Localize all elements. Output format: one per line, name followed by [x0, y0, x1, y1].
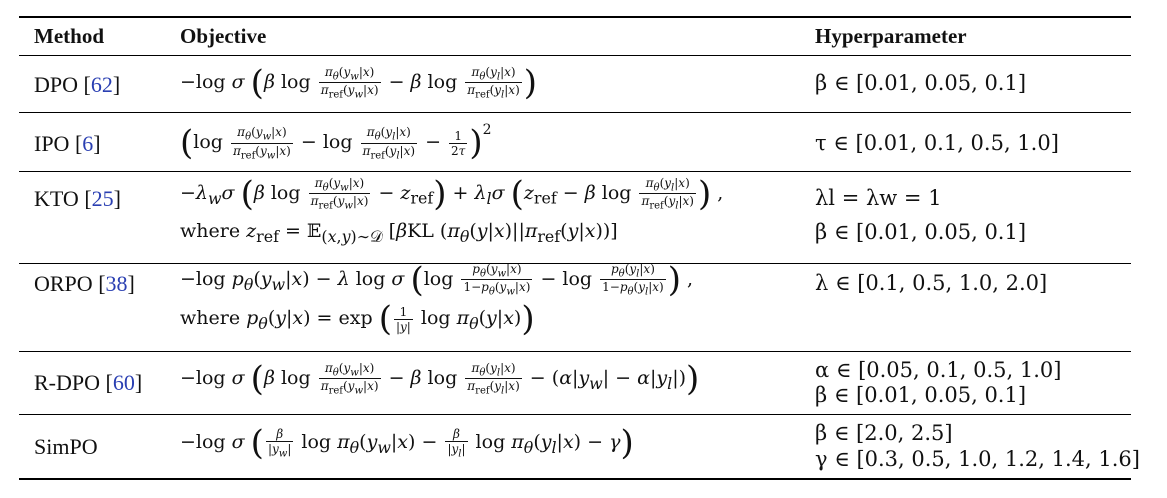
objective-formula: −log σ (β log $\frac{\pi_\theta(y_w|x)}{\pi_{ref}(y_w|x)}$ − β log $\frac{\pi_\theta(y_l|x)}{\pi_{ref}(y_l|x)}$ − $(\alpha|y_w| - \alpha|y_l|)$) [180, 358, 700, 399]
hyperparameter-value: γ ∈ [0.3, 0.5, 1.0, 1.2, 1.4, 1.6] [815, 447, 1140, 471]
citation-link[interactable]: 38 [105, 271, 128, 296]
header-method: Method [34, 24, 104, 48]
header-hyperparameter: Hyperparameter [815, 24, 967, 48]
objective-formula: −log σ ( $\frac{\beta}{|y_w|}$ $\log \pi_\theta(y_w|x)$ − $\frac{\beta}{|y_l|}$ $\log \pi_\theta(y_l|x) - \gamma$) [180, 423, 634, 463]
method-label: ORPO [34, 271, 93, 296]
method-label: SimPO [34, 434, 98, 459]
hyperparameter-value: λl = λw = 1 [815, 186, 942, 210]
method-label: IPO [34, 131, 70, 156]
hyperparameter-value: β ∈ [0.01, 0.05, 0.1] [815, 71, 1027, 95]
objective-formula: −log $p_\theta(y_w|x) - \lambda$ log σ (log $\frac{p_\theta(y_w|x)}{1-p_\theta(y_w|x)}$ − log $\frac{p_\theta(y_l|x)}{1-p_\theta(y_l|x)}$ ) , [180, 259, 694, 300]
method-label: R-DPO [34, 370, 101, 395]
method-name: R-DPO [60] [34, 370, 143, 395]
citation-link[interactable]: 25 [91, 186, 114, 211]
citation-link[interactable]: 6 [82, 131, 94, 156]
hyperparameter-value: α ∈ [0.05, 0.1, 0.5, 1.0] [815, 358, 1062, 382]
hyperparameter-value: λ ∈ [0.1, 0.5, 1.0, 2.0] [815, 271, 1048, 295]
header-objective: Objective [180, 24, 267, 48]
row-divider [19, 171, 1131, 172]
objective-formula: −log σ (β log $\frac{\pi_\theta(y_w|x)}{\pi_{ref}(y_w|x)}$ − β log $\frac{\pi_\theta(y_l|x)}{\pi_{ref}(y_l|x)}$ ) [180, 62, 538, 103]
method-name: IPO [6] [34, 131, 101, 156]
objective-where-clause: where $z_{ref}$ = 𝔼$_{(x,y)\sim 𝒟}$ [βKL $(\pi_\theta(y|x)||\pi_{ref}(y|x))$] [180, 220, 618, 246]
row-divider [19, 414, 1131, 415]
objective-where-clause: where $p_\theta(y|x) = \exp$ ( $\frac{1}{|y|}$ $\log \pi_\theta(y|x)$) [180, 299, 535, 339]
method-name: ORPO [38] [34, 271, 135, 296]
hyperparameter-value: τ ∈ [0.01, 0.1, 0.5, 1.0] [815, 131, 1059, 155]
citation-link[interactable]: 60 [112, 370, 135, 395]
objective-formula: $-\lambda_w\sigma$ (β log $\frac{\pi_\theta(y_w|x)}{\pi_{ref}(y_w|x)}$ − $z_{ref}) + \lambda_l\sigma$ ($z_{ref} - \beta$ log $\frac{\pi_\theta(y_l|x)}{\pi_{ref}(y_l|x)}$ ) , [180, 173, 724, 214]
hyperparameter-value: β ∈ [0.01, 0.05, 0.1] [815, 383, 1027, 407]
hyperparameter-value: β ∈ [0.01, 0.05, 0.1] [815, 220, 1027, 244]
method-name: DPO [62] [34, 72, 121, 97]
method-label: DPO [34, 72, 79, 97]
bottom-rule [19, 478, 1131, 480]
header-rule [19, 55, 1131, 56]
method-label: KTO [34, 186, 79, 211]
hyperparameter-value: β ∈ [2.0, 2.5] [815, 421, 953, 445]
row-divider [19, 351, 1131, 352]
method-name: KTO [25] [34, 186, 121, 211]
citation-link[interactable]: 62 [90, 72, 113, 97]
top-rule [19, 16, 1131, 18]
method-name [34, 434, 98, 460]
row-divider [19, 112, 1131, 113]
objective-formula: (log $\frac{\pi_\theta(y_w|x)}{\pi_{ref}(y_w|x)}$ − log $\frac{\pi_\theta(y_l|x)}{\pi_{ref}(y_l|x)}$ − $\frac{1}{2\tau}$ )$^2$ [180, 122, 492, 163]
